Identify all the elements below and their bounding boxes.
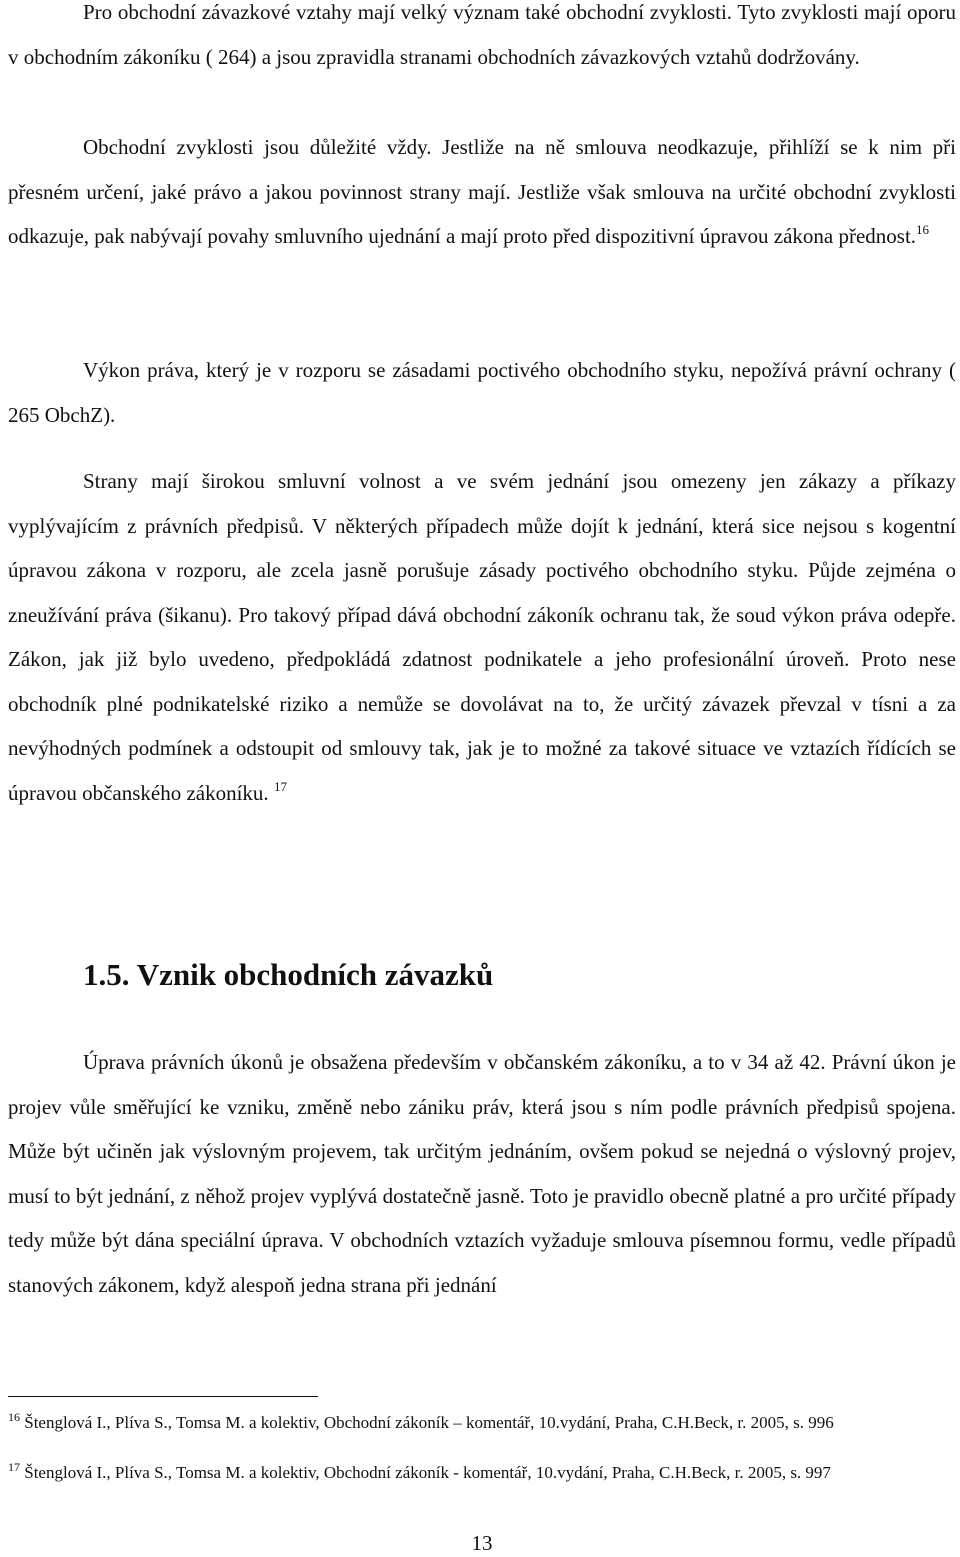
paragraph-text: Strany mají širokou smluvní volnost a ve svém jednání jsou omezeny jen zákazy a příkazy vyplývajícím z právních předpisů. V některých případech může dojít k jednání, která sice nejsou s kogentní úpravou zákona v rozporu, ale zcela jasně porušuje zásady poctivého obchodního styku. Půjde zejména o zneužívání práva (šikanu). Pro takový případ dává obchodní zákoník ochranu tak, že soud výkon práva odepře. Zákon, jak již bylo uvedeno, předpokládá zdatnost podnikatele a jeho profesionální úroveň. Proto nese obchodník plné podnikatelské riziko a nemůže se dovolávat na to, že určitý závazek převzal v tísni a za nevýhodných podmínek a odstoupit od smlouvy tak, jak je to možné za takové situace ve vztazích řídících se úpravou občanského zákoníku. xyxy=(8,469,956,805)
paragraph-contractual-freedom xyxy=(8,459,956,815)
paragraph-text: Úprava právních úkonů je obsažena především v občanském zákoníku, a to v 34 až 42. Právní úkon je projev vůle směřující ke vzniku, změně nebo zániku práv, která jsou s ním podle právních předpisů spojena. Může být učiněn jak výslovným projevem, tak určitým jednáním, ovšem pokud se nejedná o výslovný projev, musí to být jednání, z něhož projev vyplývá dostatečně jasně. Toto je pravidlo obecně platné a pro určité případy tedy může být dána speciální úprava. V obchodních vztazích vyžaduje smlouva písemnou formu, vedle případů stanových zákonem, když alespoň jedna strana při jednání xyxy=(8,1050,956,1297)
footnote-number: 17 xyxy=(8,1460,20,1474)
page-number: 13 xyxy=(471,1531,493,1555)
paragraph-text: Pro obchodní závazkové vztahy mají velký význam také obchodní zvyklosti. Tyto zvyklosti mají oporu v obchodním zákoníku ( 264) a jsou zpravidla stranami obchodních závazkových vztahů dodržovány. xyxy=(8,0,956,69)
paragraph-rights-exercise xyxy=(8,348,956,437)
paragraph-legal-acts xyxy=(8,1040,956,1307)
paragraph-business-customs xyxy=(8,0,956,79)
paragraph-customs-importance xyxy=(8,125,956,259)
footnote xyxy=(8,1410,956,1435)
footnote-number: 16 xyxy=(8,1410,20,1424)
footnote-text: Štenglová I., Plíva S., Tomsa M. a kolektiv, Obchodní zákoník - komentář, 10.vydání, Praha, C.H.Beck, r. 2005, s. 997 xyxy=(24,1463,831,1482)
footnote-reference[interactable]: 16 xyxy=(916,222,930,237)
footnote xyxy=(8,1460,956,1485)
footnote-reference[interactable]: 17 xyxy=(273,778,287,794)
paragraph-text: Obchodní zvyklosti jsou důležité vždy. Jestliže na ně smlouva neodkazuje, přihlíží se k nim při přesném určení, jaké právo a jakou povinnost strany mají. Jestliže však smlouva na určité obchodní zvyklosti odkazuje, pak nabývají povahy smluvního ujednání a mají proto před dispozitivní úpravou zákona přednost. xyxy=(8,135,956,248)
footnote-text: Štenglová I., Plíva S., Tomsa M. a kolektiv, Obchodní zákoník – komentář, 10.vydání, Praha, C.H.Beck, r. 2005, s. 996 xyxy=(24,1413,834,1432)
section-heading: 1.5. Vznik obchodních závazků xyxy=(83,957,494,992)
footnote-separator xyxy=(8,1396,318,1397)
paragraph-text: Výkon práva, který je v rozporu se zásadami poctivého obchodního styku, nepožívá právní ochrany ( 265 ObchZ). xyxy=(8,358,956,427)
